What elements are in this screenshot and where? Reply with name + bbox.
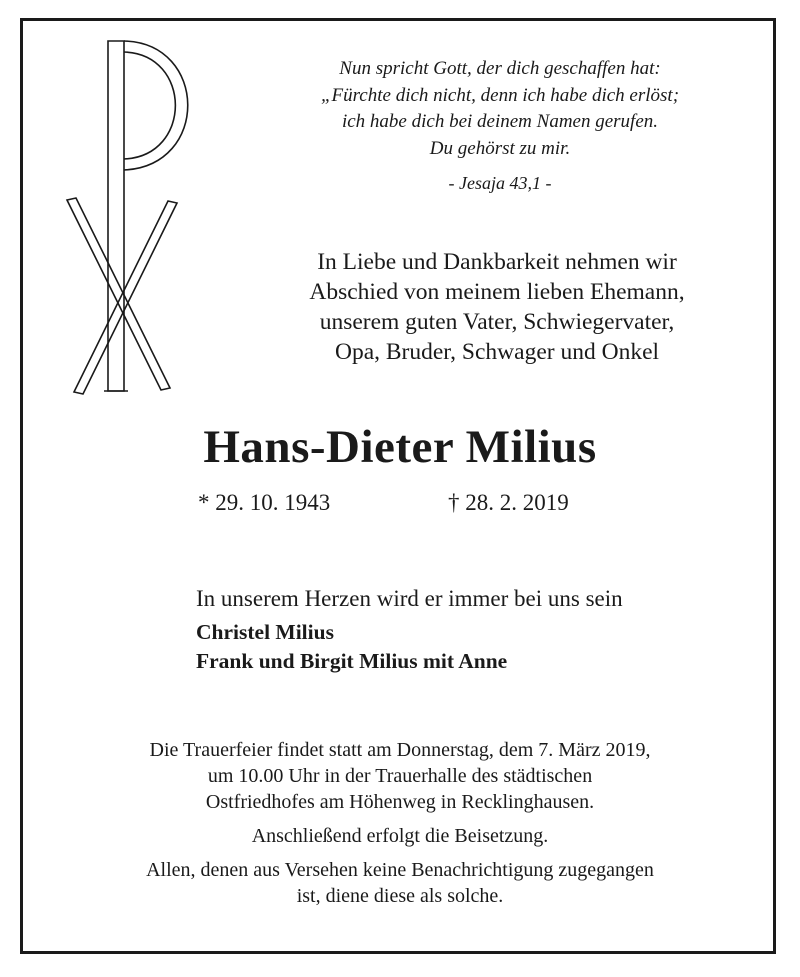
mourner-name: Frank und Birgit Milius mit Anne [196, 649, 508, 673]
quote-line: Nun spricht Gott, der dich geschaffen hat: [339, 58, 661, 79]
quote-source: - Jesaja 43,1 - [448, 173, 552, 193]
mourner-name: Christel Milius [196, 620, 334, 644]
heart-line: In unserem Herzen wird er immer bei uns sein [196, 586, 623, 611]
intro-line: In Liebe und Dankbarkeit nehmen wir [317, 249, 677, 275]
service-info [0, 737, 800, 909]
quote-line: Du gehörst zu mir. [429, 137, 571, 159]
deceased-name: Hans-Dieter Milius [203, 421, 597, 473]
intro-line: unserem guten Vater, Schwiegervater, [319, 309, 675, 335]
quote-line: „Fürchte dich nicht, denn ich habe dich erlöst; [320, 84, 680, 106]
intro-line: Abschied von meinem lieben Ehemann, [309, 279, 685, 305]
mourners-list [196, 618, 507, 676]
intro-text [232, 247, 762, 367]
quote-line: ich habe dich bei deinem Namen gerufen. [341, 111, 659, 132]
birth-date: * 29. 10. 1943 [198, 490, 331, 515]
service-line: Ostfriedhofes am Höhenweg in Recklinghausen. [205, 791, 595, 813]
note-line: ist, diene diese als solche. [296, 885, 504, 907]
burial-line: Anschließend erfolgt die Beisetzung. [251, 825, 549, 847]
death-date: † 28. 2. 2019 [448, 490, 569, 515]
intro-line: Opa, Bruder, Schwager und Onkel [334, 339, 660, 365]
note-line: Allen, denen aus Versehen keine Benachrichtigung zugegangen [146, 859, 654, 881]
scripture-quote [240, 56, 760, 197]
chi-rho-icon [58, 38, 198, 398]
service-line: um 10.00 Uhr in der Trauerhalle des städtischen [207, 765, 593, 787]
service-line: Die Trauerfeier findet statt am Donnerstag, dem 7. März 2019, [149, 739, 651, 761]
